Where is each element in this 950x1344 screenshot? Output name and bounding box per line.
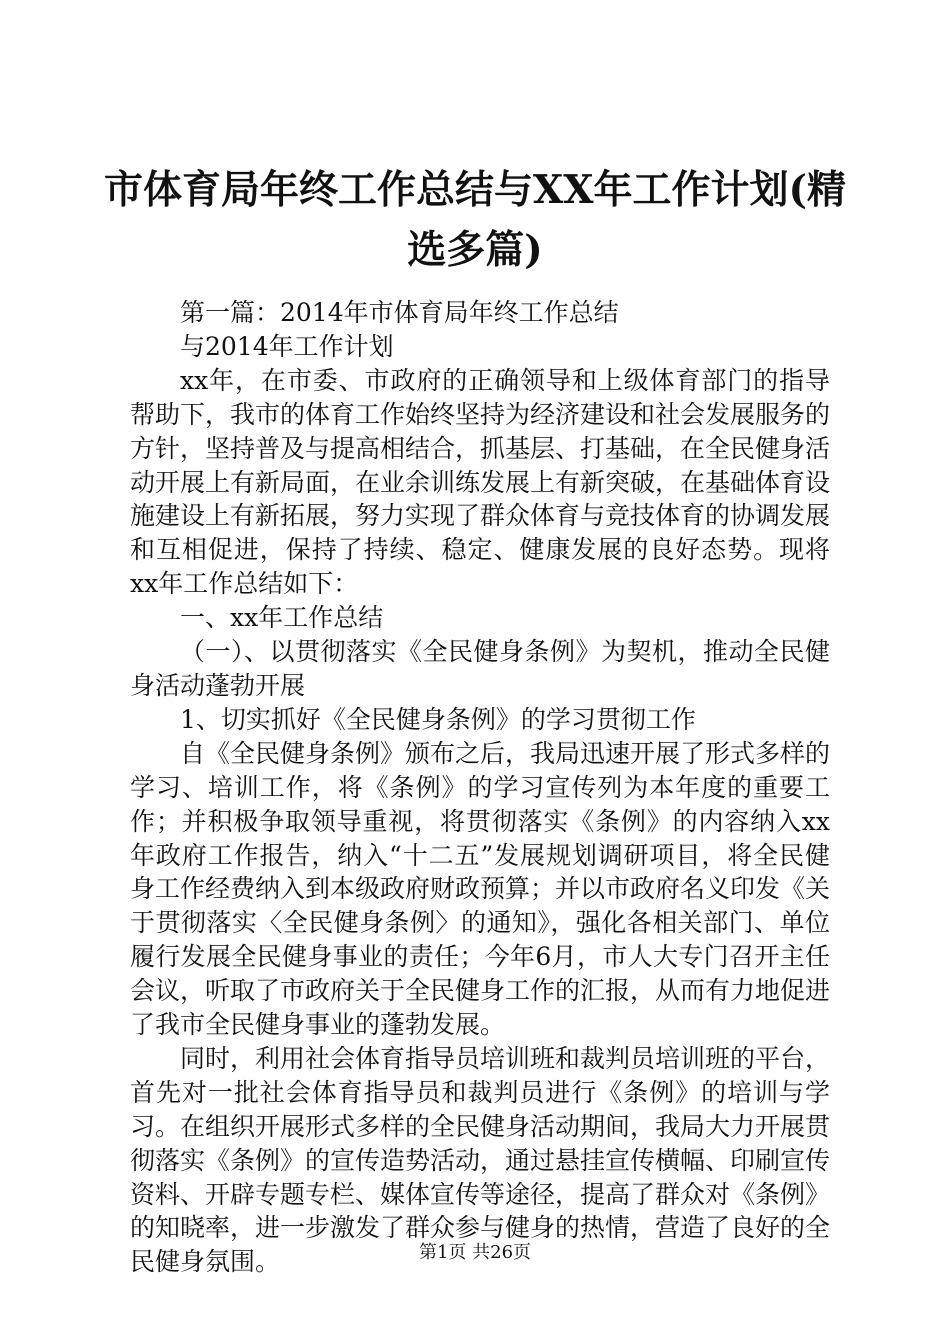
paragraph: 同时，利用社会体育指导员培训班和裁判员培训班的平台，首先对一批社会体育指导员和裁判员进行《条例》的培训与学习。在组织开展形式多样的全民健身活动期间，我局大力开展贯彻落实《条例》的宣传造势活动，通过悬挂宣传横幅、印刷宣传资料、开辟专题专栏、媒体宣传等途径，提高了群众对《条例》的知晓率，进一步激发了群众参与健身的热情，营造了良好的全民健身氛围。 bbox=[130, 1043, 831, 1277]
paragraph: 与2014年工作计划 bbox=[180, 331, 394, 361]
paragraph: xx年，在市委、市政府的正确领导和上级体育部门的指导帮助下，我市的体育工作始终坚持为经济建设和社会发展服务的方针，坚持普及与提高相结合，抓基层、打基础，在全民健身活动开展上有新局面，在业余训练发展上有新突破，在基础体育设施建设上有新拓展，努力实现了群众体育与竞技体育的协调发展和互相促进，保持了持续、稳定、健康发展的良好态势。现将xx年工作总结如下： bbox=[130, 365, 831, 599]
document-title: 市体育局年终工作总结与XX年工作计划(精选多篇) bbox=[104, 167, 846, 273]
paragraph: 自《全民健身条例》颁布之后，我局迅速开展了形式多样的学习、培训工作，将《条例》的学习宣传列为本年度的重要工作；并积极争取领导重视，将贯彻落实《条例》的内容纳入xx年政府工作报告，纳入“十二五”发展规划调研项目，将全民健身工作经费纳入到本级政府财政预算；并以市政府名义印发《关于贯彻落实〈全民健身条例〉的通知》，强化各相关部门、单位履行发展全民健身事业的责任；今年6月，市人大专门召开主任会议，听取了市政府关于全民健身工作的汇报，从而有力地促进了我市全民健身事业的蓬勃发展。 bbox=[130, 738, 831, 1040]
document-body bbox=[130, 296, 830, 1279]
page-footer: 第1页 共26页 bbox=[418, 1242, 532, 1263]
paragraph: 第一篇：2014年市体育局年终工作总结 bbox=[180, 298, 619, 327]
subsection-heading: （一）、以贯彻落实《全民健身条例》为契机，推动全民健身活动蓬勃开展 bbox=[130, 637, 830, 700]
item-heading: 1、切实抓好《全民健身条例》的学习贯彻工作 bbox=[180, 704, 696, 734]
section-heading: 一、xx年工作总结 bbox=[180, 603, 384, 633]
